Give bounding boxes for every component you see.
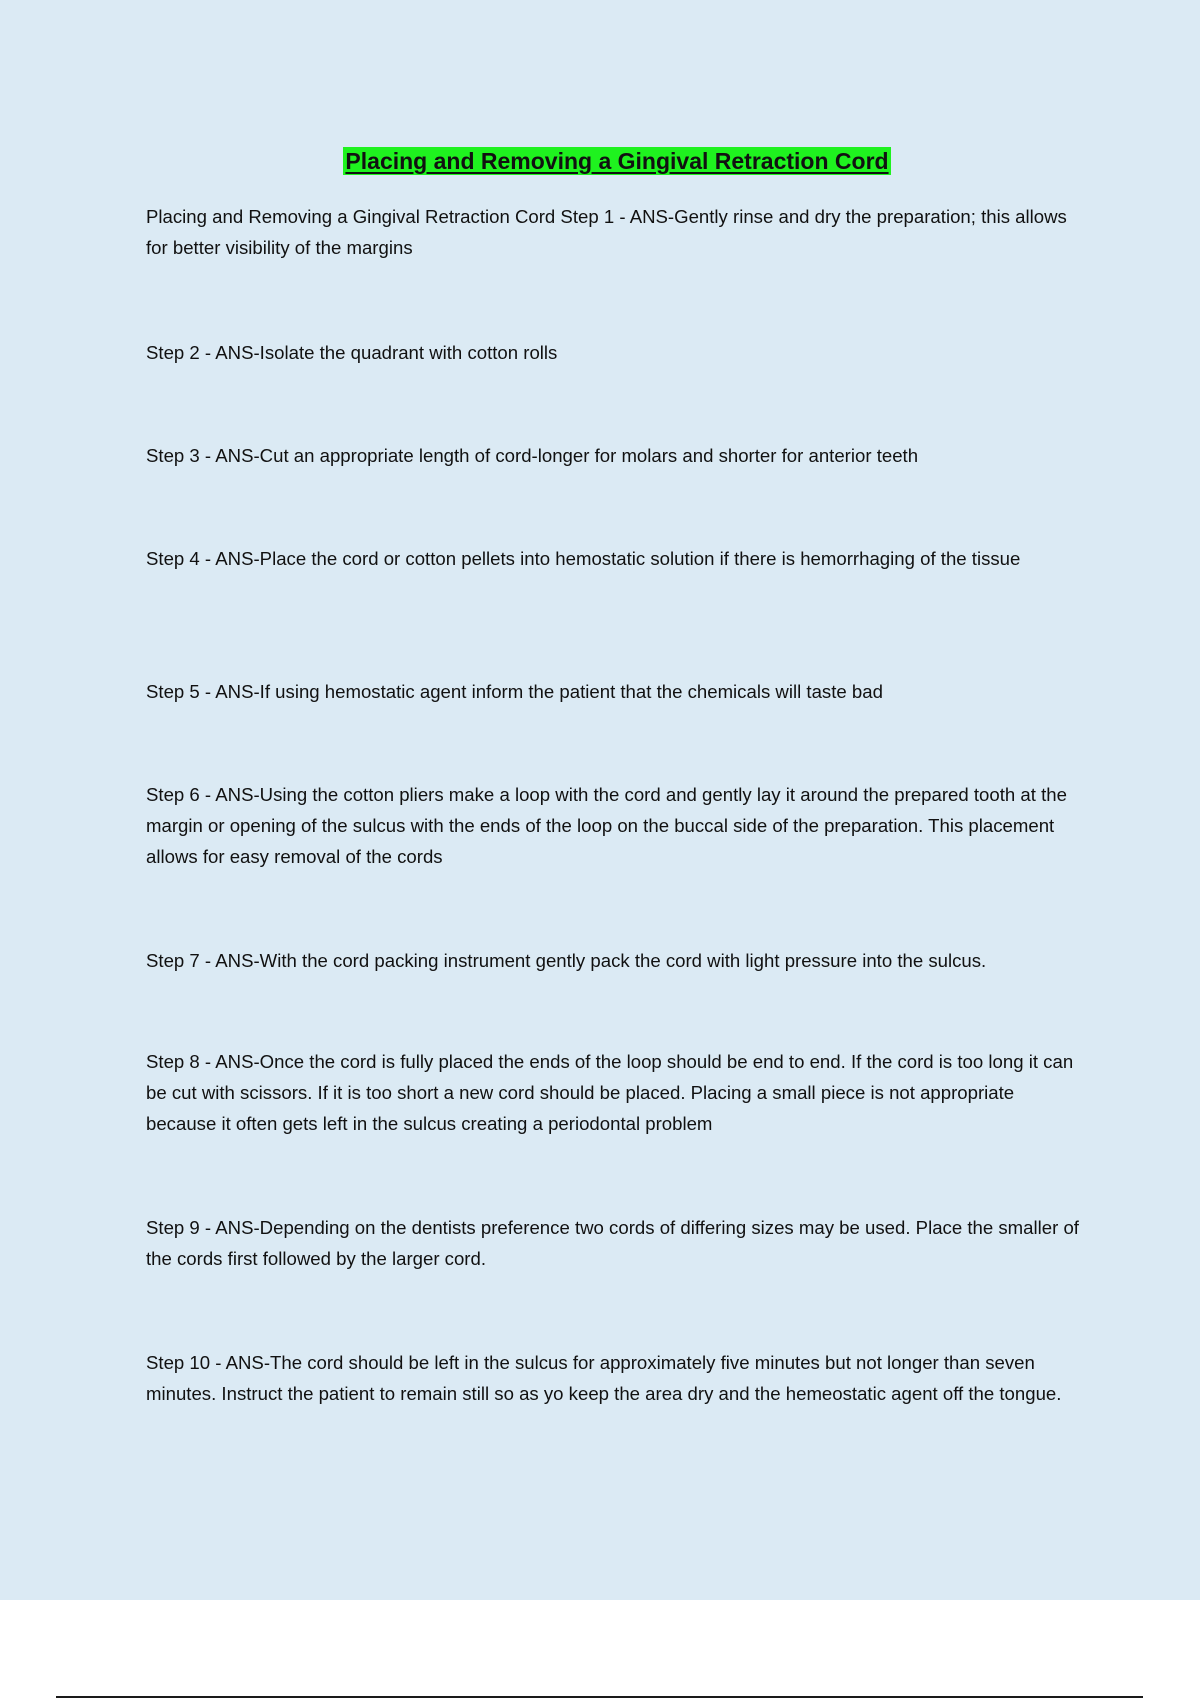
document-title: Placing and Removing a Gingival Retraction Cord xyxy=(345,148,889,174)
step-2-paragraph: Step 2 - ANS-Isolate the quadrant with cotton rolls xyxy=(146,342,558,363)
step-5-paragraph: Step 5 - ANS-If using hemostatic agent inform the patient that the chemicals will taste bad xyxy=(146,681,883,702)
step-10-paragraph: Step 10 - ANS-The cord should be left in the sulcus for approximately five minutes but not longer than seven minutes. Instruct the patient to remain still so as yo keep the area dry and the hemeostatic agent off the tongue. xyxy=(146,1352,1062,1404)
step-8-paragraph: Step 8 - ANS-Once the cord is fully placed the ends of the loop should be end to end. If the cord is too long it can be cut with scissors. If it is too short a new cord should be placed. Placing a small piece is not appropriate because it often gets left in the sulcus creating a periodontal problem xyxy=(146,1051,1074,1134)
step-9-paragraph: Step 9 - ANS-Depending on the dentists preference two cords of differing sizes may be used. Place the smaller of the cords first followed by the larger cord. xyxy=(146,1217,1079,1269)
step-3-paragraph: Step 3 - ANS-Cut an appropriate length of cord-longer for molars and shorter for anterior teeth xyxy=(146,445,919,466)
step-7-paragraph: Step 7 - ANS-With the cord packing instrument gently pack the cord with light pressure into the sulcus. xyxy=(146,950,987,971)
footer-divider xyxy=(56,1696,1143,1698)
step-4-paragraph: Step 4 - ANS-Place the cord or cotton pellets into hemostatic solution if there is hemorrhaging of the tissue xyxy=(146,548,1021,569)
title-container xyxy=(0,147,1200,175)
step-1-paragraph: Placing and Removing a Gingival Retraction Cord Step 1 - ANS-Gently rinse and dry the preparation; this allows for better visibility of the margins xyxy=(146,206,1067,258)
step-6-paragraph: Step 6 - ANS-Using the cotton pliers make a loop with the cord and gently lay it around the prepared tooth at the margin or opening of the sulcus with the ends of the loop on the buccal side of the preparation. This placement allows for easy removal of the cords xyxy=(146,784,1067,867)
